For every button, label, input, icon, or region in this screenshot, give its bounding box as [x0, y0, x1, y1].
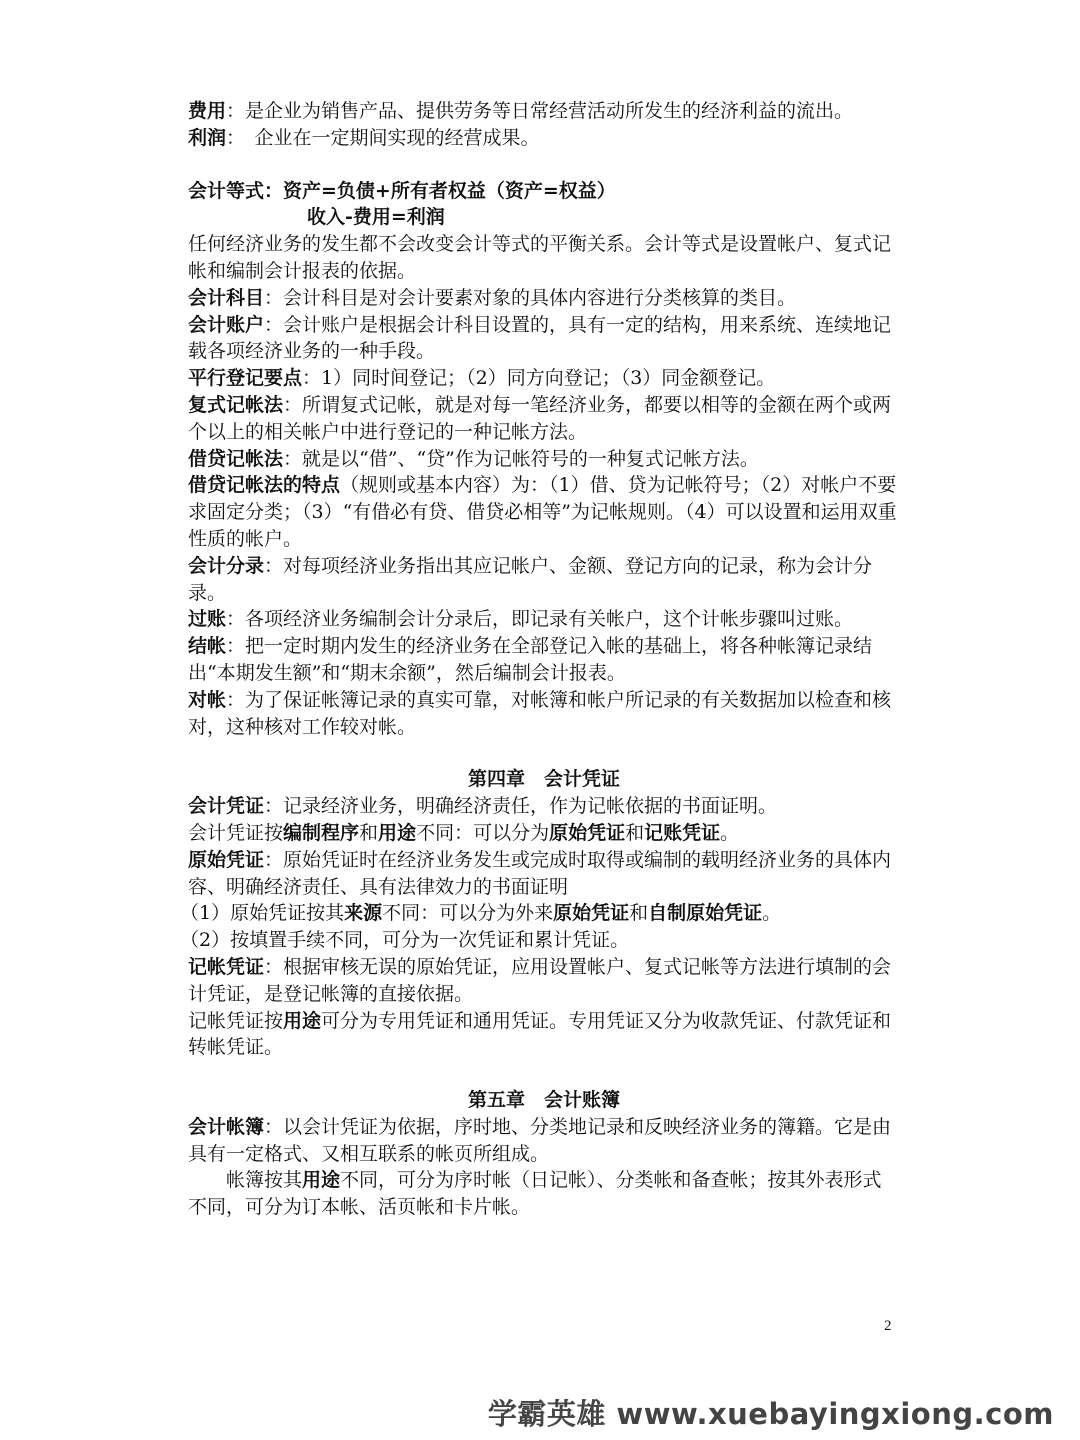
emphasis: 自制原始凭证 [648, 902, 763, 925]
text-run: 帐簿按其 [226, 1169, 303, 1192]
paragraph-closing [188, 633, 900, 687]
paragraph-posting [188, 606, 900, 633]
term-double-entry: 复式记帐法 [188, 393, 284, 416]
paragraph-account-subject [188, 285, 900, 312]
definition-text: 根据审核无误的原始凭证，应用设置帐户、复式记帐等方法进行填制的会计凭证，是登记帐簿的直接依据。 [188, 955, 892, 1005]
term-account: 会计账户 [188, 313, 265, 336]
colon: ： [302, 367, 322, 390]
colon: ： [226, 635, 246, 658]
document-body [180, 98, 900, 1221]
emphasis: 用途 [302, 1169, 341, 1192]
income-equation-line: 收入-费用=利润 [307, 206, 445, 229]
definition-text: 所谓复式记帐，就是对每一笔经济业务，都要以相等的金额在两个或两个以上的相关帐户中进行登记的一种记帐方法。 [188, 393, 892, 443]
paragraph-journal-entry [188, 553, 900, 607]
definition-text: 是企业为销售产品、提供劳务等日常经营活动所发生的经济利益的流出。 [245, 100, 854, 122]
term-original-voucher: 原始凭证 [188, 848, 265, 871]
text-run: 。 [720, 821, 740, 844]
text-run: 记帐凭证按 [188, 1009, 284, 1032]
equation-text: 会计等式：资产=负债+所有者权益（资产=权益） [188, 179, 616, 202]
emphasis: 来源 [344, 902, 383, 925]
emphasis: 原始凭证 [549, 821, 626, 844]
term-profit: 利润 [188, 126, 227, 149]
colon: ： [226, 688, 246, 711]
paragraph-debit-credit [188, 446, 900, 473]
accounting-equation-line [188, 178, 900, 205]
paragraph-debit-credit-features [188, 472, 900, 552]
paragraph-bookkeeping-voucher [188, 954, 900, 1008]
definition-text: 就是以“借”、“贷”作为记帐符号的一种复式记帐方法。 [302, 447, 759, 470]
colon: ： [283, 393, 303, 416]
paragraph-account [188, 312, 900, 366]
colon: ： [264, 313, 284, 336]
colon: ： [264, 955, 284, 978]
definition-text: 各项经济业务编制会计分录后，即记录有关帐户，这个计帐步骤叫过账。 [245, 608, 854, 631]
paragraph-reconciliation [188, 687, 900, 741]
text-run: 和 [625, 821, 645, 844]
text-run: 和 [359, 821, 379, 844]
paragraph-parallel-posting [188, 365, 900, 392]
definition-text: 把一定时期内发生的经济业务在全部登记入帐的基础上，将各种帐簿记录结出“本期发生额”和“期末余额”，然后编制会计报表。 [188, 635, 873, 684]
chapter-4-heading: 第四章 会计凭证 [467, 768, 620, 791]
paragraph-original-voucher [188, 847, 900, 901]
term-bookkeeping-voucher: 记帐凭证 [188, 955, 265, 978]
emphasis: 编制程序 [283, 821, 360, 844]
definition-text: 企业在一定期间实现的经营成果。 [235, 126, 540, 149]
text-run: 不同：可以分为 [416, 821, 550, 844]
term-debit-credit-features: 借贷记帐法的特点 [188, 474, 341, 497]
text-run: 和 [629, 902, 649, 925]
definition-text: 为了保证帐簿记录的真实可靠，对帐簿和帐户所记录的有关数据加以检查和核对，这种核对工作较对帐。 [188, 688, 892, 738]
definition-text: （规则或基本内容）为：（1）借、贷为记帐符号；（2）对帐户不要求固定分类；（3）“有借必有贷、借贷必相等”为记帐规则。（4）可以设置和运用双重性质的帐户。 [188, 474, 897, 550]
definition-text: 记录经济业务，明确经济责任，作为记帐依据的书面证明。 [283, 795, 778, 818]
text-run: 会计凭证按 [188, 821, 284, 844]
term-debit-credit: 借贷记帐法 [188, 447, 284, 470]
text-run: 。 [762, 902, 782, 925]
colon: ： [226, 126, 236, 149]
page-number: 2 [884, 1318, 892, 1334]
paragraph-voucher [188, 793, 900, 820]
term-parallel-posting: 平行登记要点 [188, 367, 303, 390]
colon: ： [226, 100, 246, 122]
colon: ： [264, 848, 284, 871]
text-run: 可分为专用凭证和通用凭证。专用凭证又分为收款凭证、付款凭证和转帐凭证。 [188, 1009, 892, 1059]
emphasis: 记账凭证 [644, 821, 721, 844]
emphasis: 原始凭证 [553, 902, 630, 925]
paragraph-bookkeeping-voucher-types [188, 1008, 900, 1062]
term-expense: 费用 [188, 100, 227, 122]
emphasis: 用途 [378, 821, 417, 844]
colon: ： [226, 608, 246, 631]
colon: ： [264, 795, 284, 818]
colon: ： [264, 1115, 284, 1138]
paragraph-ledger [188, 1114, 900, 1168]
emphasis: 用途 [283, 1009, 322, 1032]
text-run: 不同：可以分为外来 [382, 902, 554, 925]
definition-text: 1）同时间登记；（2）同方向登记；（3）同金额登记。 [321, 367, 776, 390]
paragraph-source-types [180, 900, 900, 927]
text-run: 不同，可分为序时帐（日记帐）、分类帐和备查帐；按其外表形式不同，可分为订本帐、活页帐和卡片帐。 [188, 1169, 882, 1219]
paragraph-fill-types: （2）按填置手续不同，可分为一次凭证和累计凭证。 [180, 929, 630, 952]
definition-text: 以会计凭证为依据，序时地、分类地记录和反映经济业务的簿籍。它是由具有一定格式、又相互联系的帐页所组成。 [188, 1115, 892, 1165]
term-ledger: 会计帐簿 [188, 1115, 265, 1138]
colon: ： [264, 554, 284, 577]
chapter-5-heading: 第五章 会计账簿 [467, 1089, 620, 1112]
term-reconciliation: 对帐 [188, 688, 227, 711]
term-account-subject: 会计科目 [188, 286, 265, 309]
paragraph-voucher-types [188, 820, 900, 847]
paragraph-equation-note: 任何经济业务的发生都不会改变会计等式的平衡关系。会计等式是设置帐户、复式记帐和编制会计报表的依据。 [188, 233, 892, 282]
definition-text: 会计账户是根据会计科目设置的，具有一定的结构，用来系统、连续地记载各项经济业务的一种手段。 [188, 313, 892, 363]
paragraph-double-entry [188, 392, 900, 446]
term-voucher: 会计凭证 [188, 795, 265, 818]
definition-text: 会计科目是对会计要素对象的具体内容进行分类核算的类目。 [283, 286, 797, 309]
term-closing: 结帐 [188, 635, 227, 658]
definition-text: 原始凭证时在经济业务发生或完成时取得或编制的载明经济业务的具体内容、明确经济责任、具有法律效力的书面证明 [188, 848, 892, 898]
paragraph-expense [188, 98, 900, 125]
site-watermark: 学霸英雄 www.xuebayingxiong.com [487, 1397, 1054, 1431]
term-journal-entry: 会计分录 [188, 554, 265, 577]
colon: ： [283, 447, 303, 470]
definition-text: 对每项经济业务指出其应记帐户、金额、登记方向的记录，称为会计分录。 [188, 554, 873, 604]
paragraph-ledger-types [188, 1167, 900, 1221]
term-posting: 过账 [188, 608, 227, 631]
text-run: （1）原始凭证按其 [180, 902, 345, 925]
colon: ： [264, 286, 284, 309]
paragraph-profit [188, 125, 900, 152]
